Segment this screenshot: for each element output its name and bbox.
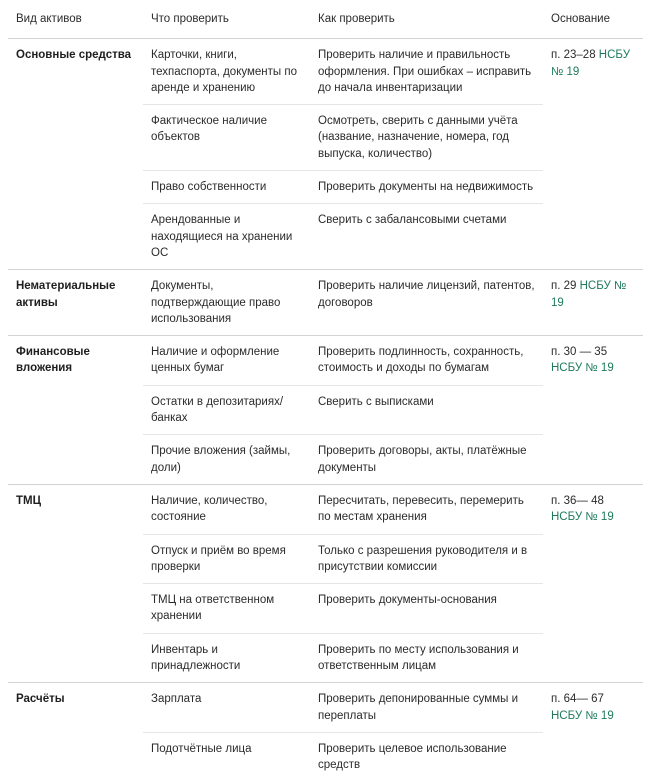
table-row (8, 39, 643, 105)
basis-cell (543, 484, 643, 682)
check-item: Арендованные и находящиеся на хранении ОС (143, 204, 310, 270)
table-row (8, 336, 643, 386)
check-item: Остатки в депозитариях/банках (143, 385, 310, 435)
basis-cell (543, 270, 643, 336)
basis-text: п. 36— 48 (551, 494, 604, 507)
table-row (8, 683, 643, 733)
check-item: Зарплата (143, 683, 310, 733)
header-asset-type: Вид активов (8, 0, 143, 39)
basis-cell (543, 683, 643, 782)
check-item: Отпуск и приём во время проверки (143, 534, 310, 584)
table-row (8, 484, 643, 534)
basis-link[interactable]: НСБУ № 19 (551, 362, 614, 375)
check-method: Пересчитать, перевесить, перемерить по местам хранения (310, 484, 543, 534)
check-item: ТМЦ на ответственном хранении (143, 584, 310, 634)
check-method: Сверить с выписками (310, 385, 543, 435)
inventory-table (8, 0, 643, 782)
basis-text: п. 29 (551, 280, 580, 293)
check-method: Проверить документы на недвижимость (310, 171, 543, 204)
basis-text: п. 30 — 35 (551, 346, 608, 359)
check-method: Проверить по месту использования и ответственным лицам (310, 633, 543, 683)
category-inventory: ТМЦ (8, 484, 143, 682)
check-item: Подотчётные лица (151, 742, 252, 755)
basis-text: п. 64— 67 (551, 693, 604, 706)
basis-link[interactable]: НСБУ № 19 (551, 280, 627, 309)
table-row (8, 270, 643, 336)
check-method: Проверить наличие и правильность оформления. При ошибках – исправить до начала инвентаризации (310, 39, 543, 105)
basis-link[interactable]: НСБУ № 19 (551, 709, 614, 722)
check-method: Сверить с забалансовыми счетами (310, 204, 543, 270)
category-settlements: Расчёты (16, 693, 65, 706)
category-fixed-assets: Основные средства (8, 39, 143, 270)
category-financial-investments: Финансовые вложения (8, 336, 143, 485)
check-item: Фактическое наличие объектов (143, 105, 310, 171)
check-method: Осмотреть, сверить с данными учёта (название, назначение, номера, год выпуска, количество) (310, 105, 543, 171)
basis-link[interactable]: НСБУ № 19 (551, 511, 614, 524)
header-how-to-check: Как проверить (310, 0, 543, 39)
check-method: Только с разрешения руководителя и в присутствии комиссии (310, 534, 543, 584)
basis-link[interactable]: НСБУ № 19 (551, 49, 630, 78)
check-item: Прочие вложения (займы, доли) (143, 435, 310, 485)
basis-cell (543, 39, 643, 270)
check-method: Проверить договоры, акты, платёжные документы (310, 435, 543, 485)
check-method: Проверить депонированные суммы и переплаты (310, 683, 543, 733)
check-item: Наличие, количество, состояние (143, 484, 310, 534)
basis-cell (543, 336, 643, 485)
check-item: Наличие и оформление ценных бумаг (143, 336, 310, 386)
check-method: Проверить документы-основания (310, 584, 543, 634)
basis-text: п. 23–28 (551, 49, 599, 62)
check-method: Проверить подлинность, сохранность, стоимость и доходы по бумагам (310, 336, 543, 386)
table-header-row (8, 0, 643, 39)
check-item: Карточки, книги, техпаспорта, документы по аренде и хранению (143, 39, 310, 105)
check-method: Проверить целевое использование средств (318, 742, 507, 772)
check-item: Право собственности (143, 171, 310, 204)
check-item: Инвентарь и принадлежности (143, 633, 310, 683)
header-what-to-check: Что проверить (143, 0, 310, 39)
check-item: Документы, подтверждающие право использования (143, 270, 310, 336)
check-method: Проверить наличие лицензий, патентов, договоров (310, 270, 543, 336)
category-intangible-assets: Нематериальные активы (8, 270, 143, 336)
header-basis: Основание (543, 0, 643, 39)
